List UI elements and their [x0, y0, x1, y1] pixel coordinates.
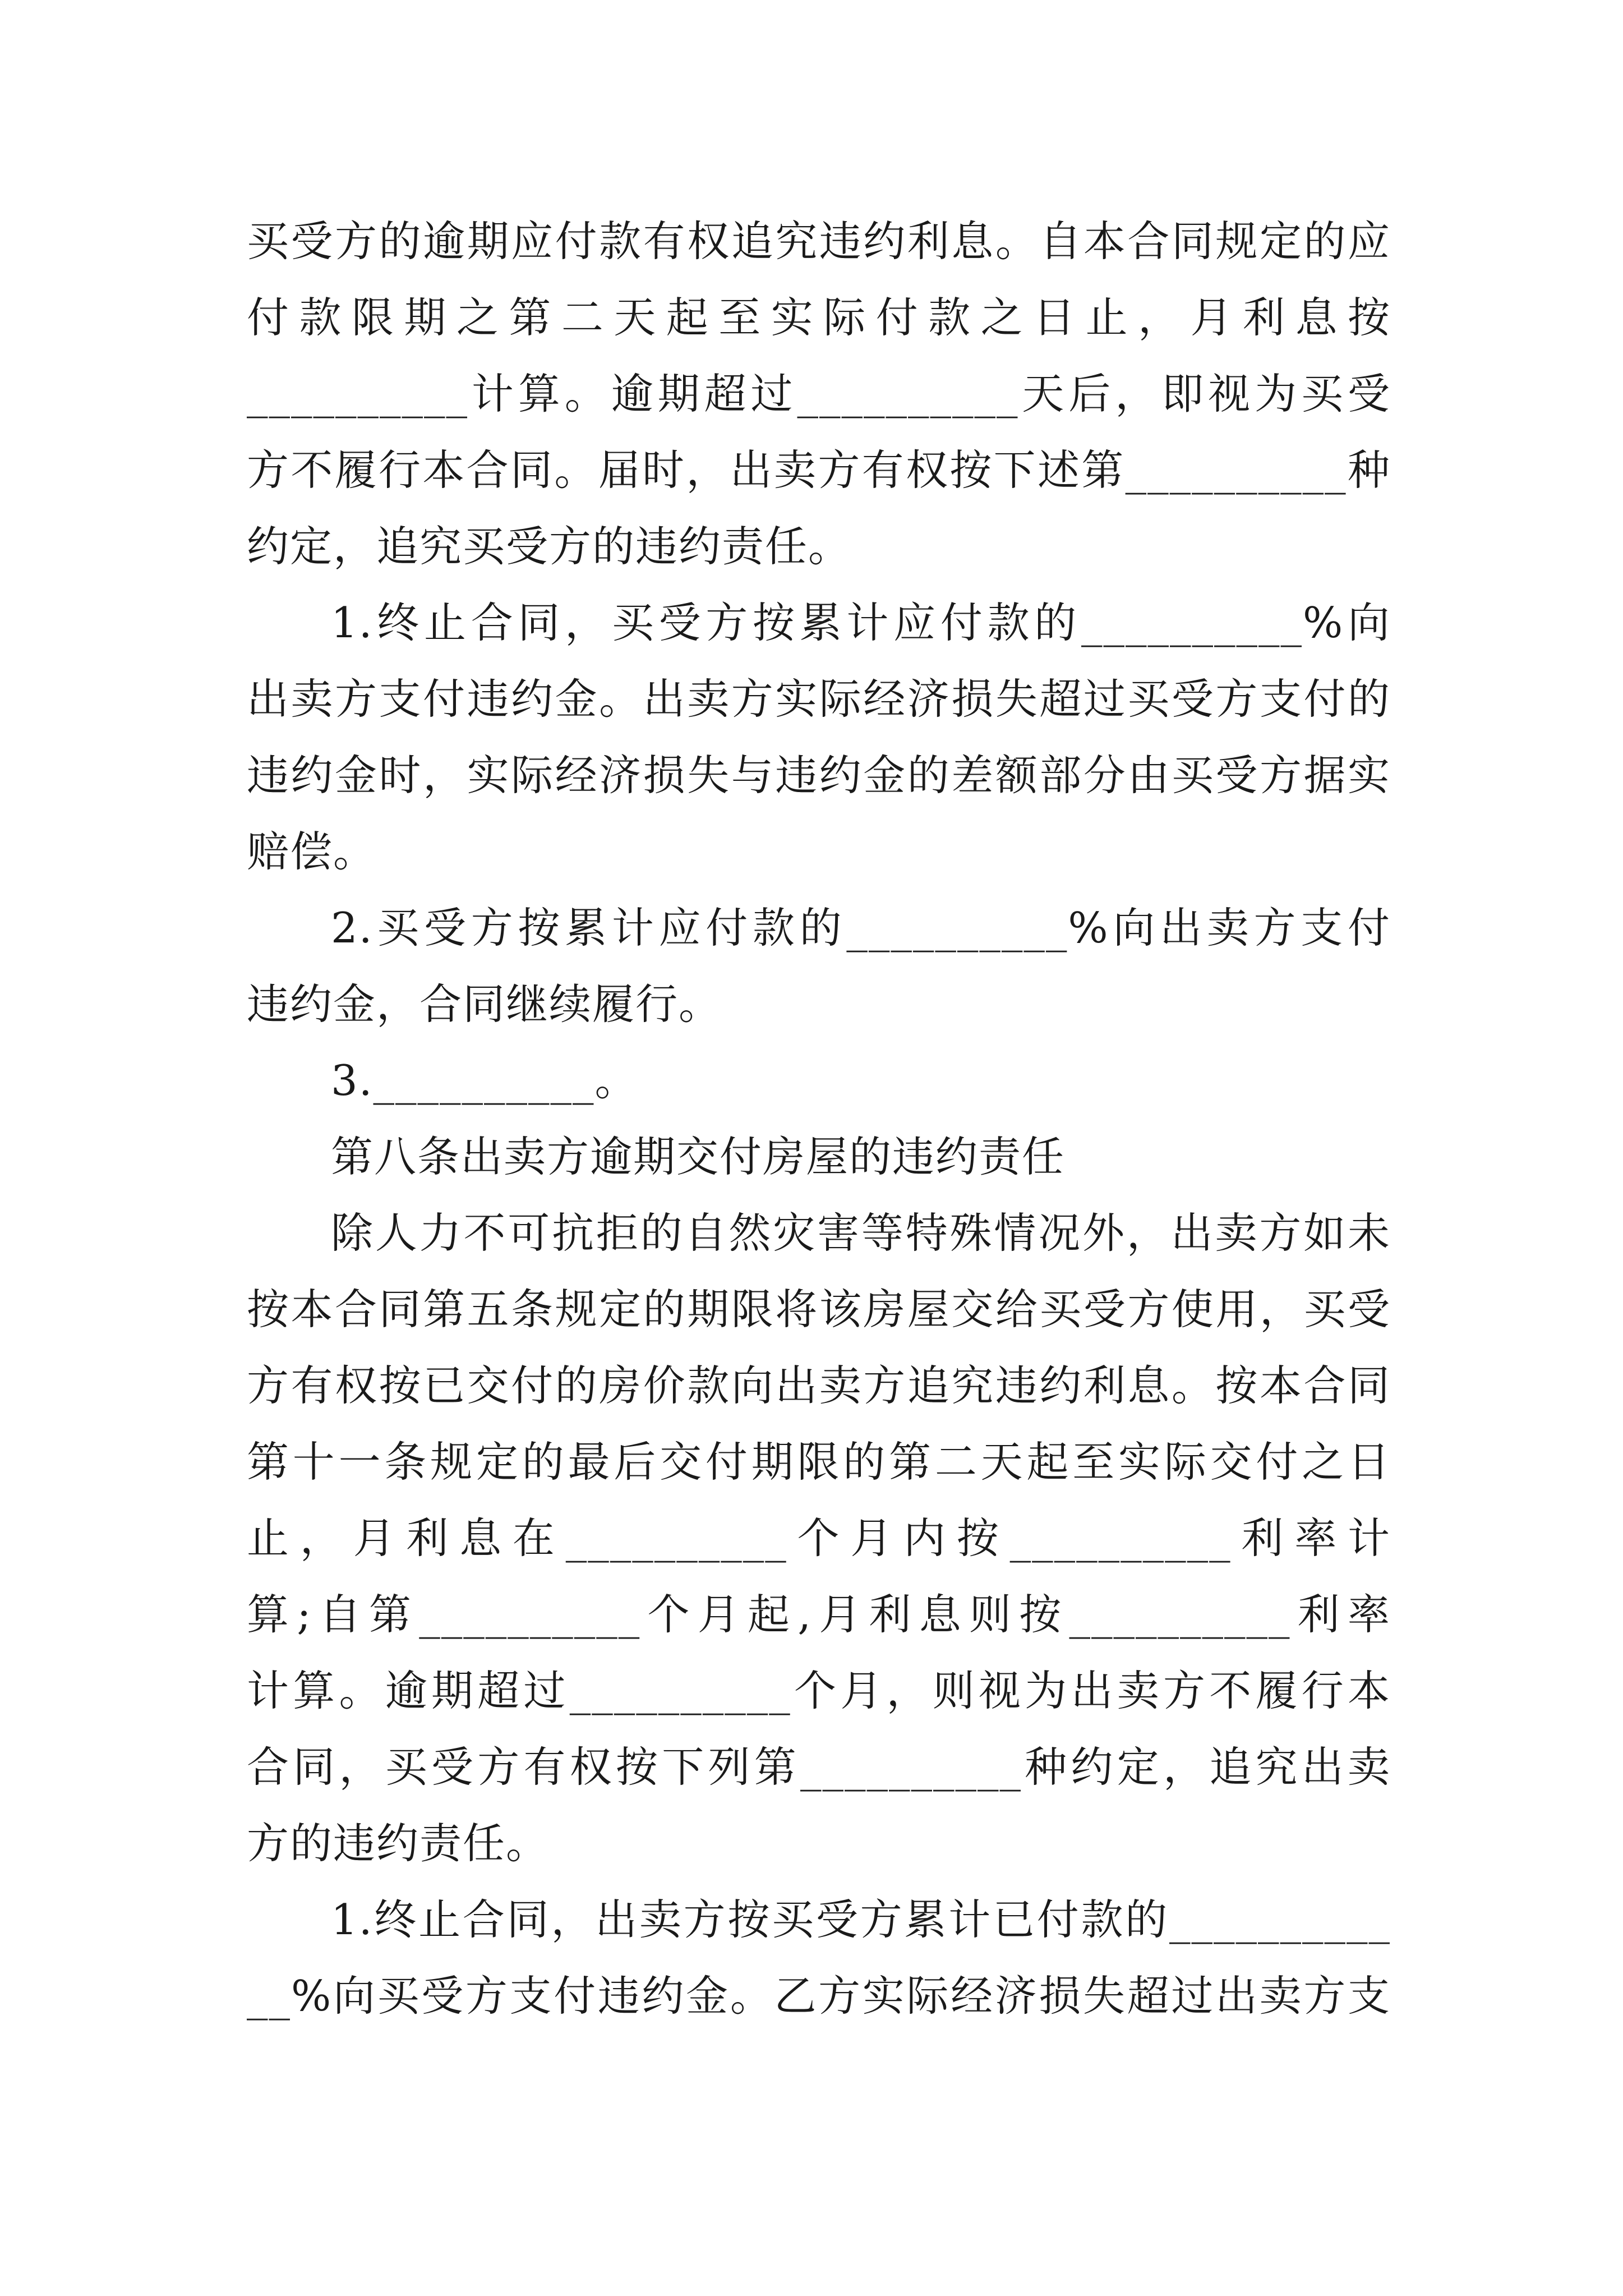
- text-line: 约定，追究买受方的违约责任。: [247, 522, 852, 571]
- text-line: 第十一条规定的最后交付期限的第二天起至实际交付之日: [247, 1437, 1391, 1487]
- text-line: 合同，买受方有权按下列第__________种约定，追究出卖: [247, 1742, 1391, 1792]
- text-line: __%向买受方支付违约金。乙方实际经济损失超过出卖方支: [247, 1971, 1391, 2021]
- text-line: 买受方的逾期应付款有权追究违约利息。自本合同规定的应: [247, 217, 1391, 266]
- text-line: 止，月利息在__________个月内按__________利率计: [247, 1513, 1391, 1563]
- text-line: 3.__________。: [331, 1056, 638, 1105]
- text-line: 计算。逾期超过__________个月，则视为出卖方不履行本: [247, 1666, 1391, 1715]
- text-line: 按本合同第五条规定的期限将该房屋交给买受方使用，买受: [247, 1285, 1391, 1334]
- text-line: 方有权按已交付的房价款向出卖方追究违约利息。按本合同: [247, 1361, 1391, 1410]
- text-line: 除人力不可抗拒的自然灾害等特殊情况外，出卖方如未: [331, 1208, 1391, 1258]
- text-line: 方不履行本合同。届时，出卖方有权按下述第__________种: [247, 445, 1391, 495]
- text-line: 方的违约责任。: [247, 1819, 550, 1868]
- section-heading: 第八条出卖方逾期交付房屋的违约责任: [331, 1132, 1066, 1181]
- text-line: 违约金，合同继续履行。: [247, 979, 722, 1029]
- text-line: __________计算。逾期超过__________天后，即视为买受: [247, 369, 1391, 418]
- text-line: 违约金时，实际经济损失与违约金的差额部分由买受方据实: [247, 751, 1391, 800]
- document-body: [247, 203, 1391, 2034]
- text-line: 1.终止合同，买受方按累计应付款的__________%向: [331, 598, 1391, 647]
- text-line: 出卖方支付违约金。出卖方实际经济损失超过买受方支付的: [247, 674, 1391, 724]
- text-line: 算;自第__________个月起,月利息则按__________利率: [247, 1590, 1391, 1639]
- text-line: 2.买受方按累计应付款的__________%向出卖方支付: [331, 903, 1391, 953]
- text-line: 1.终止合同，出卖方按买受方累计已付款的__________: [331, 1895, 1391, 1944]
- text-line: 赔偿。: [247, 827, 377, 876]
- text-line: 付款限期之第二天起至实际付款之日止，月利息按: [247, 293, 1391, 342]
